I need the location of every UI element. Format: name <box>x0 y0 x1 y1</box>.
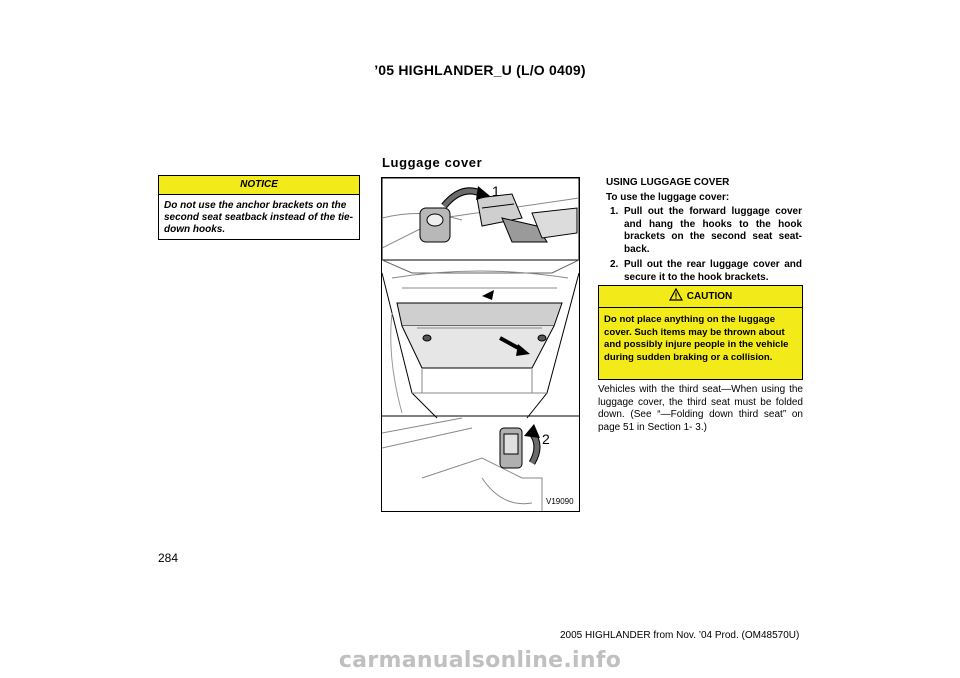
illustration-code: V19090 <box>546 497 574 506</box>
caution-header <box>599 286 802 308</box>
watermark: carmanualsonline.info <box>338 648 622 673</box>
list-item <box>606 259 802 284</box>
callout-1-label: 1 <box>492 183 500 199</box>
list-item <box>606 206 802 256</box>
notice-text: Do not use the anchor brackets on the second seat seatback instead of the tie- down hooks. <box>164 200 353 235</box>
caution-heading: CAUTION <box>686 291 733 302</box>
caution-text: Do not place anything on the luggage cover. Such items may be thrown about and possibly injure people in the vehicle during sudden braking or a collision. <box>604 314 789 363</box>
subsection-heading: USING LUGGAGE COVER <box>606 177 730 188</box>
luggage-cover-illustration <box>381 177 580 512</box>
step-text: Pull out the rear luggage cover and secure it to the hook brackets. <box>624 259 802 283</box>
step-number: 1. <box>610 206 619 217</box>
warning-triangle-icon <box>669 288 683 301</box>
step-number: 2. <box>610 259 619 270</box>
steps-list <box>606 206 802 284</box>
document-footer: 2005 HIGHLANDER from Nov. ’04 Prod. (OM48570U) <box>560 630 800 641</box>
notice-box <box>158 175 360 240</box>
notice-heading: NOTICE <box>159 176 359 195</box>
illustration-drawing <box>382 178 579 511</box>
section-title: Luggage cover <box>382 155 483 170</box>
using-luggage-cover-section <box>606 177 802 287</box>
document-header: ’05 HIGHLANDER_U (L/O 0409) <box>374 62 586 78</box>
page-number: 284 <box>158 551 179 565</box>
intro-text: To use the luggage cover: <box>606 191 730 203</box>
step-text: Pull out the forward luggage cover and hang the hooks to the hook brackets on the second seat seat- back. <box>624 206 802 255</box>
callout-2-label: 2 <box>542 431 550 447</box>
caution-box <box>598 285 803 380</box>
third-seat-note: Vehicles with the third seat—When using the luggage cover, the third seat must be folded down. (See “—Folding down third seat” on page 51 in Section 1- 3.) <box>598 384 803 433</box>
